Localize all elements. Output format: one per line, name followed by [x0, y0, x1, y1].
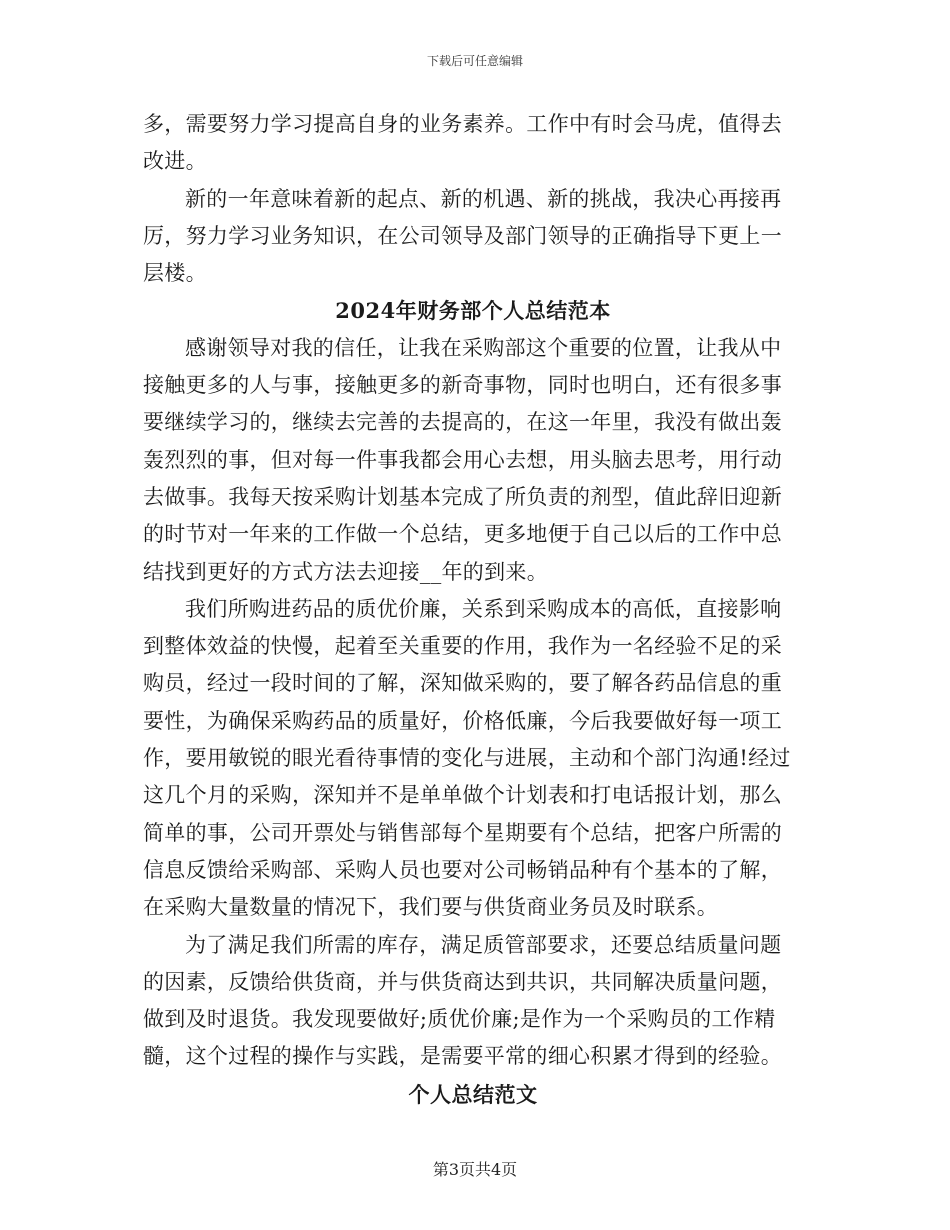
page-footer-number: 第3页共4页: [432, 1160, 518, 1179]
section-title-finance-summary: 2024年财务部个人总结范本: [335, 298, 611, 324]
text-line: 髓，这个过程的操作与实践，是需要平常的细心积累才得到的经验。: [143, 1044, 782, 1069]
text-line: 轰烈烈的事，但对每一件事我都会用心去想，用头脑去思考，用行动: [143, 447, 782, 472]
text-line: 为了满足我们所需的库存，满足质管部要求，还要总结质量问题: [185, 932, 782, 957]
page-header-note: 下载后可任意编辑: [426, 54, 523, 68]
text-line: 到整体效益的快慢，起着至关重要的作用，我作为一名经验不足的采: [143, 634, 782, 659]
text-line: 这几个月的采购，深知并不是单单做个计划表和打电话报计划，那么: [143, 783, 782, 808]
text-line: 购员，经过一段时间的了解，深知做采购的，要了解各药品信息的重: [143, 671, 782, 696]
paragraph-resolution: [143, 181, 803, 293]
text-line: 的时节对一年来的工作做一个总结，更多地便于自己以后的工作中总: [143, 522, 782, 547]
text-line: 的因素，反馈给供货商，并与供货商达到共识，共同解决质量问题，: [143, 969, 782, 994]
text-line: 在采购大量数量的情况下，我们要与供货商业务员及时联系。: [143, 895, 719, 920]
text-line: 信息反馈给采购部、采购人员也要对公司畅销品种有个基本的了解，: [143, 857, 782, 882]
text-line: 厉，努力学习业务知识，在公司领导及部门领导的正确指导下更上一: [143, 223, 782, 248]
text-line: 改进。: [143, 149, 207, 174]
paragraph-procurement: [143, 591, 803, 927]
document-body: [143, 106, 803, 1113]
text-line: 做到及时退货。我发现要做好;质优价廉;是作为一个采购员的工作精: [143, 1007, 776, 1032]
section-title-personal-summary: 个人总结范文: [408, 1081, 538, 1107]
text-line: 我们所购进药品的质优价廉，关系到采购成本的高低，直接影响: [185, 596, 782, 621]
paragraph-quality: [143, 927, 803, 1076]
text-line: 层楼。: [143, 261, 207, 286]
paragraph-gratitude: [143, 330, 803, 591]
text-line: 要继续学习的，继续去完善的去提高的，在这一年里，我没有做出轰: [143, 410, 782, 435]
text-line: 结找到更好的方式方法去迎接__年的到来。: [143, 559, 548, 584]
text-line: 作，要用敏锐的眼光看待事情的变化与进展，主动和个部门沟通!经过: [143, 746, 791, 771]
text-line: 简单的事，公司开票处与销售部每个星期要有个总结，把客户所需的: [143, 820, 782, 845]
text-line: 去做事。我每天按采购计划基本完成了所负责的剂型，值此辞旧迎新: [143, 484, 782, 509]
text-line: 感谢领导对我的信任，让我在采购部这个重要的位置，让我从中: [185, 335, 782, 360]
text-line: 新的一年意味着新的起点、新的机遇、新的挑战，我决心再接再: [185, 186, 782, 211]
paragraph-continuation: [143, 106, 803, 181]
text-line: 接触更多的人与事，接触更多的新奇事物，同时也明白，还有很多事: [143, 373, 782, 398]
text-line: 要性，为确保采购药品的质量好，价格低廉，今后我要做好每一项工: [143, 708, 782, 733]
text-line: 多，需要努力学习提高自身的业务素养。工作中有时会马虎，值得去: [143, 112, 782, 136]
